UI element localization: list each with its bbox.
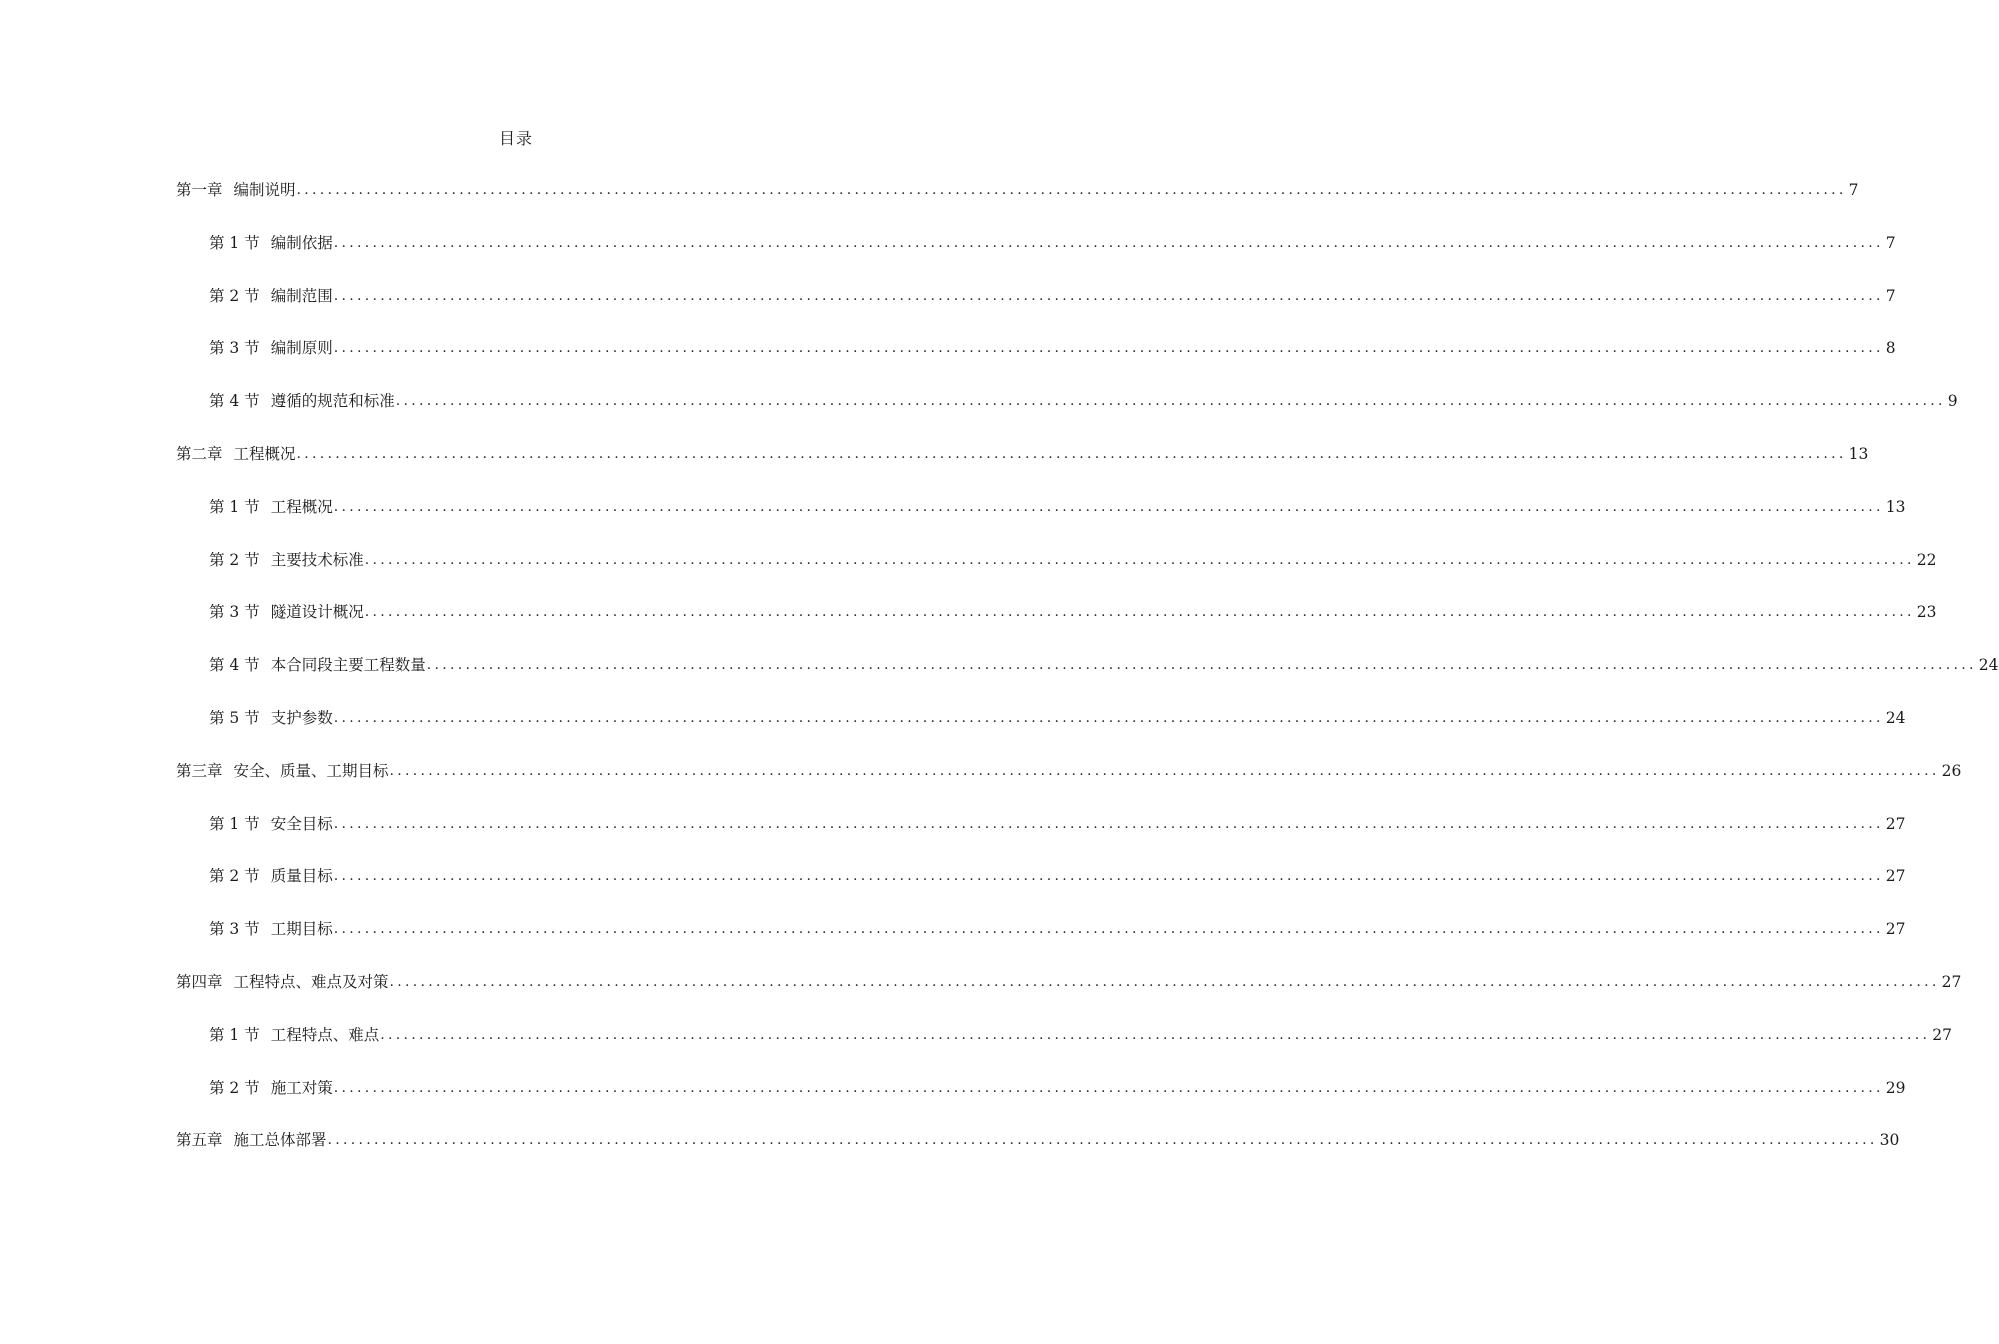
toc-entry[interactable]	[0, 494, 1906, 547]
toc-list	[0, 177, 1999, 1180]
toc-entry-title: 主要技术标准	[270, 550, 364, 569]
toc-entry[interactable]	[0, 335, 1896, 388]
toc-entry-page: 27	[1941, 972, 1962, 991]
toc-leader-dots: ........................................................................................................................................................................................................	[389, 762, 1940, 779]
toc-leader-dots: ........................................................................................................................................................................................................	[389, 973, 1940, 990]
toc-entry-title: 质量目标	[270, 867, 333, 886]
toc-entry[interactable]	[0, 916, 1906, 969]
toc-entry-page: 7	[1848, 181, 1859, 199]
toc-entry-number: 第 2 节	[209, 286, 260, 305]
toc-leader-dots: ........................................................................................................................................................................................................	[333, 234, 1884, 251]
toc-entry-title: 编制说明	[233, 181, 296, 199]
toc-leader-dots: ........................................................................................................................................................................................................	[333, 921, 1884, 938]
toc-entry-page: 30	[1879, 1131, 1900, 1150]
toc-entry-title: 编制原则	[270, 339, 333, 358]
toc-leader-dots: ........................................................................................................................................................................................................	[296, 445, 1847, 462]
toc-entry[interactable]	[0, 863, 1906, 916]
toc-entry-number: 第 3 节	[209, 603, 260, 622]
toc-entry-number: 第 1 节	[209, 233, 260, 252]
toc-entry-title: 支护参数	[270, 708, 333, 727]
toc-leader-dots: ........................................................................................................................................................................................................	[380, 1026, 1931, 1043]
toc-leader-dots: ........................................................................................................................................................................................................	[333, 1079, 1884, 1096]
toc-entry-page: 23	[1916, 603, 1937, 622]
toc-entry[interactable]	[0, 969, 1962, 1022]
toc-leader-dots: ........................................................................................................................................................................................................	[333, 868, 1884, 885]
toc-entry-number: 第四章	[176, 972, 223, 991]
toc-entry[interactable]	[0, 811, 1906, 864]
toc-entry-title: 工程概况	[270, 497, 333, 516]
toc-entry-title: 本合同段主要工程数量	[270, 656, 426, 675]
toc-entry-title: 隧道设计概况	[270, 603, 364, 622]
toc-entry[interactable]	[0, 1127, 1900, 1180]
toc-entry-page: 27	[1932, 1025, 1953, 1044]
toc-leader-dots: ........................................................................................................................................................................................................	[333, 340, 1884, 357]
toc-leader-dots: ........................................................................................................................................................................................................	[395, 393, 1946, 410]
toc-entry-title: 安全目标	[270, 814, 333, 833]
toc-leader-dots: ........................................................................................................................................................................................................	[333, 287, 1884, 304]
toc-entry[interactable]	[0, 652, 1999, 705]
toc-entry-page: 22	[1916, 550, 1937, 569]
toc-entry[interactable]	[0, 388, 1958, 441]
toc-entry-title: 施工总体部署	[233, 1131, 327, 1150]
toc-entry-page: 7	[1885, 286, 1896, 305]
toc-entry-number: 第二章	[176, 444, 223, 463]
toc-entry-title: 编制范围	[270, 286, 333, 305]
toc-entry[interactable]	[0, 599, 1937, 652]
toc-leader-dots: ........................................................................................................................................................................................................	[364, 604, 1915, 621]
toc-entry[interactable]	[0, 230, 1896, 283]
toc-entry[interactable]	[0, 177, 1859, 230]
toc-leader-dots: ........................................................................................................................................................................................................	[364, 551, 1915, 568]
toc-entry[interactable]	[0, 1075, 1906, 1128]
toc-entry-page: 13	[1848, 444, 1869, 463]
toc-entry-number: 第 4 节	[209, 656, 260, 675]
toc-entry-title: 工期目标	[270, 920, 333, 939]
toc-entry[interactable]	[0, 441, 1869, 494]
toc-entry-number: 第一章	[176, 181, 223, 199]
toc-entry-number: 第 3 节	[209, 920, 260, 939]
toc-leader-dots: ........................................................................................................................................................................................................	[333, 498, 1884, 515]
toc-entry[interactable]	[0, 705, 1906, 758]
toc-leader-dots: ........................................................................................................................................................................................................	[333, 815, 1884, 832]
toc-entry-number: 第 5 节	[209, 708, 260, 727]
toc-entry-number: 第 2 节	[209, 550, 260, 569]
toc-entry-page: 9	[1947, 392, 1958, 411]
toc-entry-title: 编制依据	[270, 233, 333, 252]
toc-entry-number: 第 1 节	[209, 1025, 260, 1044]
toc-title: 目录	[498, 129, 533, 148]
toc-entry-page: 29	[1885, 1078, 1906, 1097]
toc-entry-page: 27	[1885, 814, 1906, 833]
toc-entry-title: 工程概况	[233, 444, 296, 463]
toc-entry-number: 第三章	[176, 761, 223, 780]
toc-entry-number: 第 4 节	[209, 392, 260, 411]
toc-entry-title: 工程特点、难点	[270, 1025, 380, 1044]
toc-entry[interactable]	[0, 758, 1962, 811]
toc-entry-page: 24	[1978, 656, 1999, 675]
toc-entry-page: 27	[1885, 920, 1906, 939]
toc-entry-number: 第五章	[176, 1131, 223, 1150]
toc-leader-dots: ........................................................................................................................................................................................................	[333, 709, 1884, 726]
toc-entry-page: 27	[1885, 867, 1906, 886]
toc-entry-page: 24	[1885, 708, 1906, 727]
toc-entry-page: 26	[1941, 761, 1962, 780]
toc-entry-page: 13	[1885, 497, 1906, 516]
toc-leader-dots: ........................................................................................................................................................................................................	[296, 182, 1847, 198]
toc-entry-title: 遵循的规范和标准	[270, 392, 395, 411]
toc-leader-dots: ........................................................................................................................................................................................................	[327, 1132, 1878, 1149]
toc-leader-dots: ........................................................................................................................................................................................................	[426, 657, 1977, 674]
toc-entry-title: 施工对策	[270, 1078, 333, 1097]
toc-entry-number: 第 2 节	[209, 1078, 260, 1097]
toc-entry-number: 第 1 节	[209, 814, 260, 833]
toc-entry-number: 第 2 节	[209, 867, 260, 886]
toc-entry[interactable]	[0, 1022, 1953, 1075]
toc-entry[interactable]	[0, 547, 1937, 600]
toc-entry-page: 7	[1885, 233, 1896, 252]
toc-entry-title: 安全、质量、工期目标	[233, 761, 389, 780]
toc-entry-number: 第 3 节	[209, 339, 260, 358]
toc-entry-page: 8	[1885, 339, 1896, 358]
toc-entry[interactable]	[0, 283, 1896, 336]
toc-entry-title: 工程特点、难点及对策	[233, 972, 389, 991]
toc-entry-number: 第 1 节	[209, 497, 260, 516]
